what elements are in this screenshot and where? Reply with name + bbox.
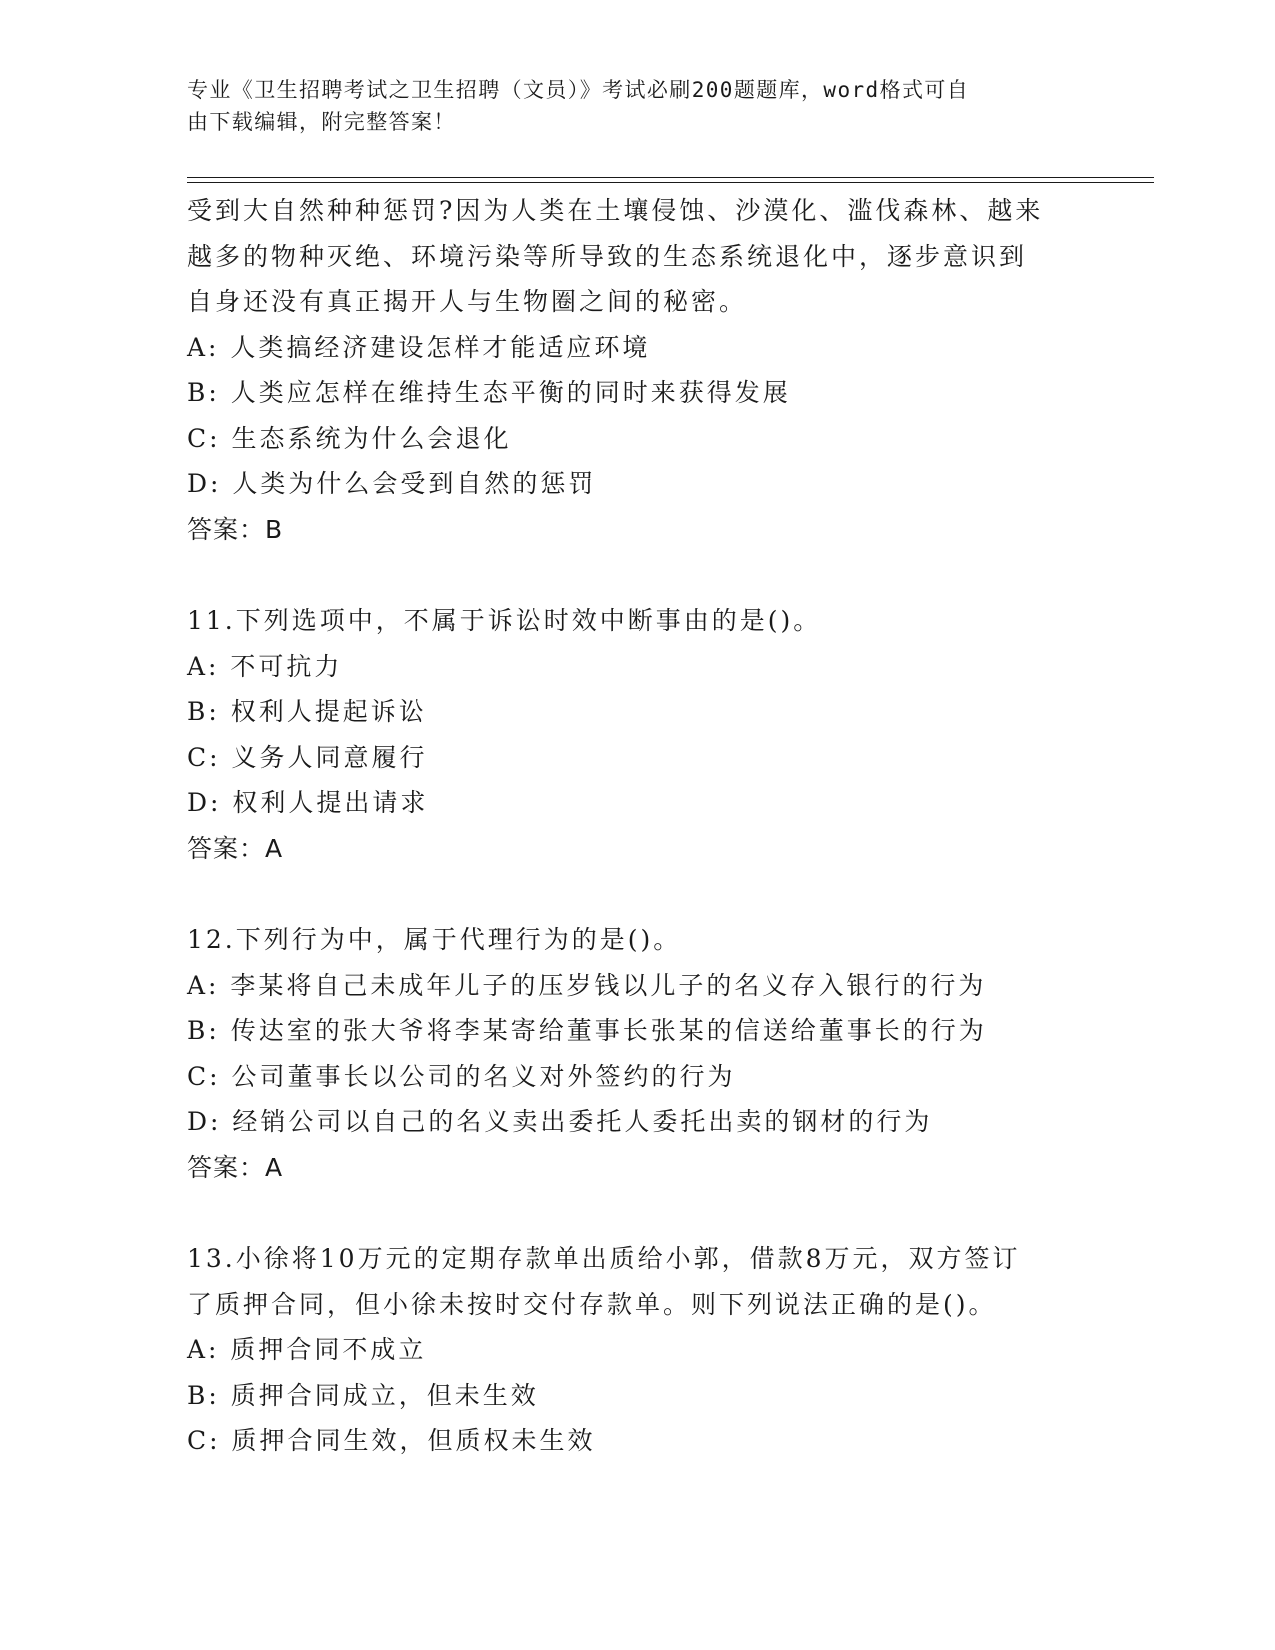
option-b: B: 人类应怎样在维持生态平衡的同时来获得发展 bbox=[187, 378, 791, 407]
option-c: C: 义务人同意履行 bbox=[187, 742, 428, 772]
document-header bbox=[187, 74, 1067, 138]
option-a: A: 人类搞经济建设怎样才能适应环境 bbox=[187, 332, 651, 362]
question-stem-line: 越多的物种灭绝、环境污染等所导致的生态系统退化中，逐步意识到 bbox=[187, 241, 1028, 271]
option-c: C: 生态系统为什么会退化 bbox=[187, 423, 512, 453]
option-c: C: 公司董事长以公司的名义对外签约的行为 bbox=[187, 1061, 736, 1091]
question-10 bbox=[187, 188, 1147, 552]
option-a: A: 不可抗力 bbox=[187, 651, 343, 681]
option-a: A: 李某将自己未成年儿子的压岁钱以儿子的名义存入银行的行为 bbox=[187, 970, 987, 1000]
question-13 bbox=[187, 1236, 1147, 1464]
question-stem-line: 了质押合同，但小徐未按时交付存款单。则下列说法正确的是()。 bbox=[187, 1289, 997, 1319]
answer-line: 答案：A bbox=[187, 1152, 284, 1182]
question-stem-line: 受到大自然种种惩罚?因为人类在土壤侵蚀、沙漠化、滥伐森林、越来 bbox=[187, 196, 1044, 225]
spacer bbox=[187, 871, 1147, 917]
header-line-2: 由下载编辑，附完整答案！ bbox=[187, 110, 456, 134]
question-stem-line: 自身还没有真正揭开人与生物圈之间的秘密。 bbox=[187, 287, 748, 316]
header-divider-top bbox=[187, 177, 1154, 178]
question-stem-line: 12.下列行为中，属于代理行为的是()。 bbox=[187, 925, 682, 954]
spacer bbox=[187, 1190, 1147, 1236]
option-a: A: 质押合同不成立 bbox=[187, 1335, 427, 1364]
option-d: D: 经销公司以自己的名义卖出委托人委托出卖的钢材的行为 bbox=[187, 1107, 933, 1136]
answer-line: 答案：B bbox=[187, 514, 284, 544]
header-line-1: 专业《卫生招聘考试之卫生招聘（文员）》考试必刷200题题库，word格式可自 bbox=[187, 78, 970, 102]
question-list bbox=[187, 188, 1147, 1464]
spacer bbox=[187, 552, 1147, 598]
question-12 bbox=[187, 917, 1147, 1190]
option-b: B: 传达室的张大爷将李某寄给董事长张某的信送给董事长的行为 bbox=[187, 1016, 987, 1045]
answer-line: 答案：A bbox=[187, 833, 284, 863]
option-c: C: 质押合同生效，但质权未生效 bbox=[187, 1426, 596, 1455]
option-d: D: 人类为什么会受到自然的惩罚 bbox=[187, 469, 597, 498]
option-d: D: 权利人提出请求 bbox=[187, 788, 429, 817]
header-divider-bottom bbox=[187, 182, 1154, 183]
question-stem-line: 13.小徐将10万元的定期存款单出质给小郭，借款8万元，双方签订 bbox=[187, 1244, 1021, 1273]
question-stem-line: 11.下列选项中，不属于诉讼时效中断事由的是()。 bbox=[187, 606, 822, 635]
question-11 bbox=[187, 598, 1147, 871]
option-b: B: 质押合同成立，但未生效 bbox=[187, 1380, 539, 1410]
option-b: B: 权利人提起诉讼 bbox=[187, 697, 427, 726]
